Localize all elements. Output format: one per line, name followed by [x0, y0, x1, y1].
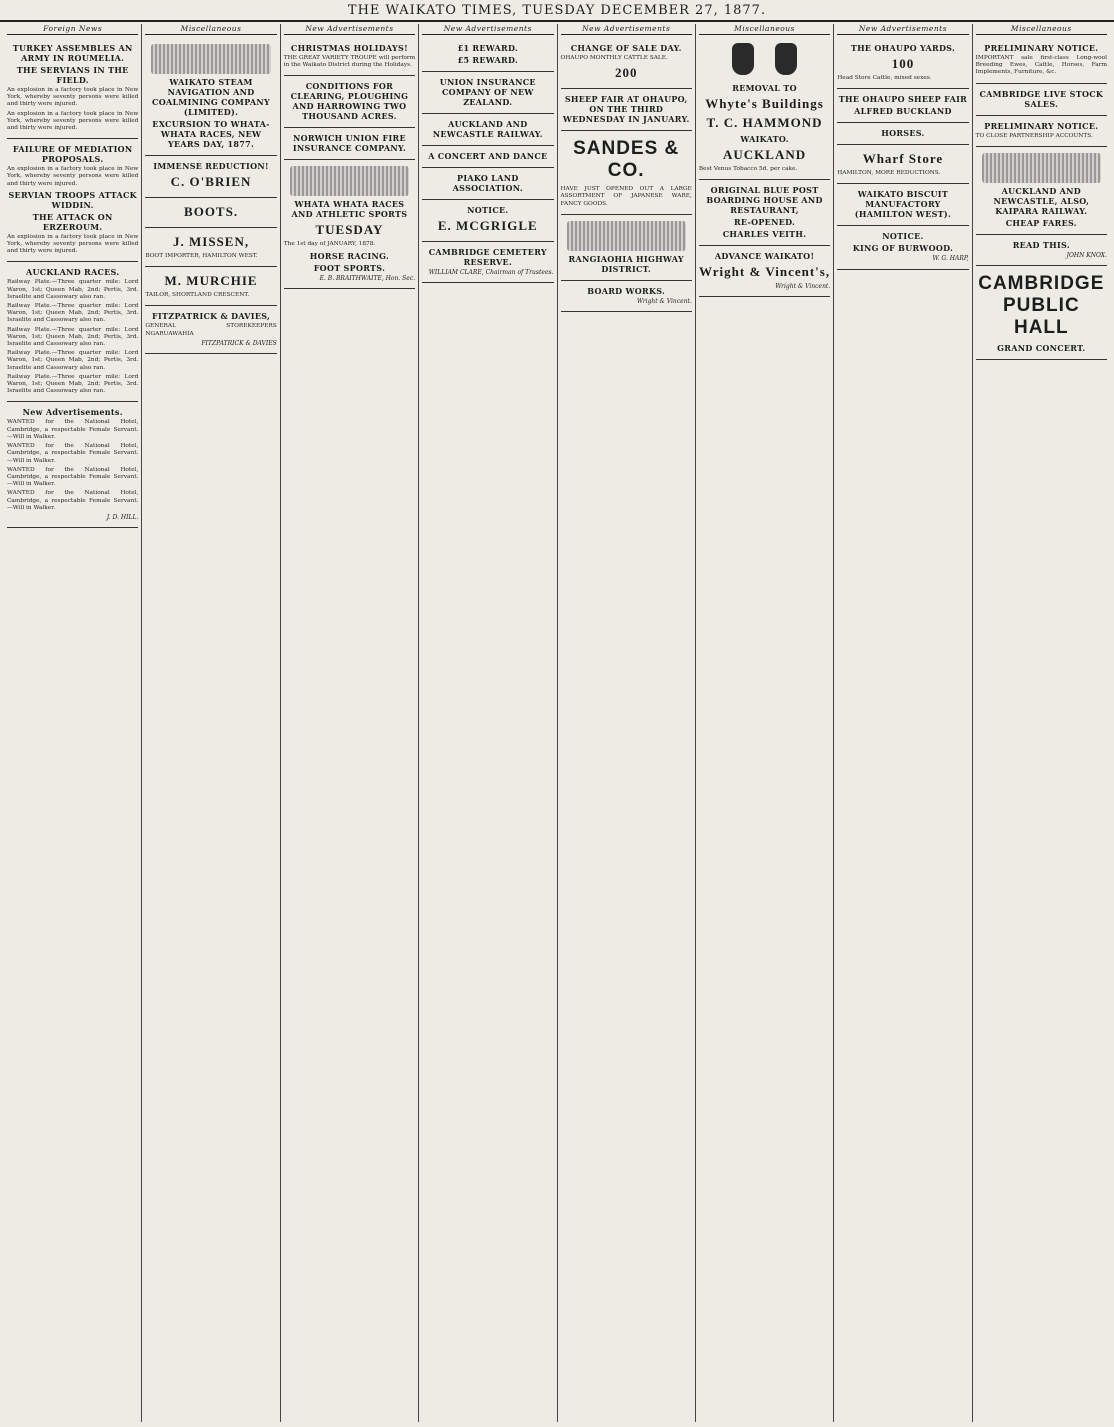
ad-heading: ORIGINAL BLUE POST BOARDING HOUSE AND RESTAURANT, [706, 185, 823, 216]
headline: TURKEY ASSEMBLES AN ARMY IN ROUMELIA. [12, 43, 133, 63]
advertisement [284, 76, 415, 128]
headline: FAILURE OF MEDIATION PROPOSALS. [12, 144, 133, 165]
railway-train-engraving [982, 153, 1101, 183]
ad-heading: FITZPATRICK & DAVIES, [152, 311, 271, 322]
advertisement [976, 84, 1107, 116]
advertisement [699, 246, 830, 297]
column-heading: New Advertisements [422, 24, 553, 35]
column-heading: Miscellaneous [145, 24, 276, 35]
ad-text: WANTED for the National Hotel, Cambridge, a respectable Female Servant.—Will in Walker. [7, 490, 139, 511]
ad-text: HAMILTON, MORE REDUCTIONS. [837, 170, 941, 177]
advertisement [837, 184, 968, 226]
ad-heading: CONDITIONS FOR CLEARING, PLOUGHING AND HARROWING TWO THOUSAND ACRES. [290, 81, 409, 122]
ad-title: M. MURCHIE [164, 273, 258, 289]
ad-heading: CHANGE OF SALE DAY. [570, 43, 682, 53]
advertisement [7, 402, 138, 528]
ad-text: WANTED for the National Hotel, Cambridge, a respectable Female Servant.—Will in Walker. [7, 443, 139, 464]
ad-heading: EXCURSION TO WHATA-WHATA RACES, NEW YEARS DAY, 1877. [152, 119, 270, 149]
advertisement [976, 235, 1107, 266]
column-heading: New Advertisements [837, 24, 968, 35]
news-article [7, 262, 138, 402]
ad-title: CAMBRIDGE PUBLIC HALL [978, 273, 1105, 339]
signature: WILLIAM CLARE, Chairman of Trustees. [428, 269, 554, 276]
ad-heading: REMOVAL TO [732, 83, 797, 93]
ad-heading: CHEAP FARES. [1005, 217, 1077, 228]
ad-text: Best Venus Tobacco 5d. per cake. [698, 166, 798, 172]
advertisement [284, 128, 415, 160]
ad-heading: RANGIAOHIA HIGHWAY DISTRICT. [568, 253, 684, 274]
ad-heading: CAMBRIDGE LIVE STOCK SALES. [979, 88, 1104, 109]
ad-heading: NOTICE. [467, 205, 509, 215]
ad-title: E. MCGRIGLE [437, 218, 538, 233]
ad-heading: RE-OPENED. [733, 217, 796, 228]
advertisement [976, 38, 1107, 84]
column-heading: Miscellaneous [699, 24, 830, 35]
advertisement [284, 160, 415, 288]
pointing-hands [699, 41, 830, 81]
section-heading: New Advertisements. [22, 407, 123, 418]
news-article [7, 38, 138, 139]
pointing-hand-icon [775, 43, 797, 75]
ad-title: Whyte's Buildings [705, 96, 824, 111]
ad-text: HAVE JUST OPENED OUT A LARGE ASSORTMENT OF JAPANESE WARE, FANCY GOODS. [560, 186, 692, 207]
ad-title: 200 [614, 65, 638, 81]
ad-title: T. C. HAMMOND [706, 115, 823, 130]
advertisement [145, 228, 276, 267]
advertisement [422, 72, 553, 114]
ad-heading: £1 REWARD. [457, 43, 519, 53]
steamship-engraving [151, 44, 270, 74]
ad-heading: THE OHAUPO YARDS. [850, 43, 956, 53]
ad-title: SANDES & CO. [573, 138, 680, 182]
ad-heading: IMMENSE REDUCTION! [153, 161, 269, 171]
ad-heading: CHARLES VEITH. [722, 229, 807, 240]
body-text: An explosion in a factory took place in New York, whereby seventy persons were killed and thirty were injured. [7, 87, 139, 108]
advertisement [699, 38, 830, 180]
ad-heading: HORSE RACING. [309, 250, 390, 261]
signature: W. G. HARP, [932, 255, 969, 263]
ad-heading: A CONCERT AND DANCE [428, 151, 548, 161]
ad-text: TAILOR, SHORTLAND CRESCENT. [145, 292, 250, 299]
advertisement [422, 168, 553, 200]
column-6 [696, 24, 834, 1422]
ad-heading: PRELIMINARY NOTICE. [984, 120, 1099, 131]
ad-heading: GRAND CONCERT. [997, 343, 1086, 354]
column-heading: Miscellaneous [976, 24, 1107, 35]
advertisement [976, 116, 1107, 147]
headline: AUCKLAND RACES. [25, 267, 120, 278]
advertisement [837, 89, 968, 123]
signature: Wright & Vincent. [636, 297, 692, 305]
advertisement [422, 38, 553, 72]
body-text: An explosion in a factory took place in New York, whereby seventy persons were killed and thirty were injured. [7, 166, 139, 187]
advertisement [422, 200, 553, 242]
advertisement [145, 306, 276, 354]
ad-heading: NORWICH UNION FIRE INSURANCE COMPANY. [292, 133, 407, 154]
advertisement [699, 180, 830, 246]
advertisement [561, 281, 692, 312]
advertisement [145, 38, 276, 156]
ad-text: BOOT IMPORTER, HAMILTON WEST. [145, 253, 258, 259]
advertisement [837, 123, 968, 145]
column-heading: Foreign News [7, 24, 138, 35]
column-5 [558, 24, 696, 1422]
column-4 [419, 24, 557, 1422]
advertisement [145, 156, 276, 198]
advertisement [284, 38, 415, 76]
ad-heading: SHEEP FAIR AT OHAUPO, ON THE THIRD WEDNESDAY IN JANUARY. [562, 94, 690, 125]
column-heading: New Advertisements [284, 24, 415, 35]
column-3 [281, 24, 419, 1422]
column-7 [834, 24, 972, 1422]
ad-heading: KING OF BURWOOD. [852, 243, 954, 254]
ad-heading: £5 REWARD. [457, 55, 519, 65]
ad-heading: WAIKATO BISCUIT MANUFACTORY (HAMILTON WEST). [854, 189, 952, 220]
headline: THE ATTACK ON ERZEROUM. [32, 211, 113, 232]
ad-heading: ALFRED BUCKLAND [854, 106, 952, 117]
signature: JOHN KNOX. [1066, 251, 1107, 259]
ad-heading: HORSES. [881, 128, 925, 139]
headline: THE SERVIANS IN THE FIELD. [16, 65, 129, 85]
ad-heading: BOARD WORKS. [587, 285, 666, 296]
ad-heading: CHRISTMAS HOLIDAYS! [290, 43, 408, 53]
column-2 [142, 24, 280, 1422]
racehorse-engraving [290, 166, 409, 196]
ad-heading: WAIKATO STEAM NAVIGATION AND COALMINING COMPANY (LIMITED). [152, 77, 271, 117]
headline: SERVIAN TROOPS ATTACK WIDDIN. [8, 189, 137, 210]
advertisement [145, 198, 276, 228]
ad-heading: WHATA WHATA RACES AND ATHLETIC SPORTS [291, 199, 408, 220]
ad-heading: READ THIS. [1012, 239, 1070, 250]
ad-heading: UNION INSURANCE COMPANY OF NEW ZEALAND. [439, 77, 536, 107]
advertisement [976, 147, 1107, 235]
ad-text: TO CLOSE PARTNERSHIP ACCOUNTS. [975, 132, 1093, 139]
ad-text: THE GREAT VARIETY TROUPE will perform in the Waikato District during the Holidays. [283, 55, 416, 69]
ad-title: AUCKLAND [723, 147, 807, 162]
advertisement [837, 38, 968, 89]
advertisement [561, 89, 692, 131]
ad-heading: ADVANCE WAIKATO! [714, 251, 815, 262]
body-text: An explosion in a factory took place in New York, whereby seventy persons were killed and thirty were injured. [7, 110, 139, 132]
ad-text: OHAUPO MONTHLY CATTLE SALE. [560, 55, 668, 61]
advertisement [561, 215, 692, 281]
ad-heading: THE OHAUPO SHEEP FAIR [838, 94, 968, 105]
ad-heading: PIAKO LAND ASSOCIATION. [452, 173, 523, 193]
body-text: Railway Plate.—Three quarter mile: Lord Waron, 1st; Queen Mab, 2nd; Pertis, 3rd. Israelite and Cassowary also ran. [7, 373, 139, 395]
signature: E. B. BRAITHWAITE, Hon. Sec. [319, 274, 416, 282]
ad-title: 100 [891, 56, 915, 71]
news-article [7, 139, 138, 262]
ad-heading: WAIKATO. [740, 134, 789, 144]
body-text: Railway Plate.—Three quarter mile: Lord Waron, 1st; Queen Mab, 2nd; Pertis, 3rd. Israelite and Cassowary also ran. [7, 350, 139, 371]
body-text: Railway Plate.—Three quarter mile: Lord Waron, 1st; Queen Mab, 2nd; Pertis, 3rd. Israelite and Cassowary also ran. [7, 326, 139, 348]
ad-text: WANTED for the National Hotel, Cambridge, a respectable Female Servant.—Will in Walker. [7, 419, 139, 440]
ad-title: Wright & Vincent's, [699, 264, 831, 280]
ad-text: Head Store Cattle, mixed sexes. [837, 75, 932, 81]
ad-text: WANTED for the National Hotel, Cambridge, a respectable Female Servant.—Will in Walker. [7, 466, 139, 488]
newspaper-columns [4, 24, 1110, 1422]
advertisement [561, 38, 692, 89]
ad-title: J. MISSEN, [173, 234, 250, 249]
advertisement [422, 242, 553, 283]
advertisement [145, 267, 276, 306]
column-heading: New Advertisements [561, 24, 692, 35]
advertisement [837, 226, 968, 269]
masthead: THE WAIKATO TIMES, TUESDAY DECEMBER 27, 1877. [0, 0, 1114, 22]
body-text: Railway Plate.—Three quarter mile: Lord Waron, 1st; Queen Mab, 2nd; Pertis, 3rd. Israelite and Cassowary also ran. [7, 279, 139, 300]
signature: Wright & Vincent. [775, 283, 831, 291]
ad-title: BOOTS. [184, 204, 239, 219]
ad-heading: CAMBRIDGE CEMETERY RESERVE. [428, 247, 547, 267]
ad-title: Wharf Store [862, 151, 944, 167]
advertisement [561, 131, 692, 215]
signature: FITZPATRICK & DAVIES [201, 339, 277, 347]
body-text: An explosion in a factory took place in New York, whereby seventy persons were killed and thirty were injured. [7, 233, 139, 255]
ad-text: The 1st day of JANUARY, 1878. [283, 241, 376, 248]
advertisement [976, 266, 1107, 360]
column-8 [973, 24, 1110, 1422]
advertisement [422, 146, 553, 168]
advertisement [837, 145, 968, 184]
ad-heading: NOTICE. [882, 231, 924, 242]
ornamental-engraving [567, 221, 686, 251]
column-1 [4, 24, 142, 1422]
signature: J. D. HILL. [106, 513, 139, 521]
pointing-hand-icon [732, 43, 754, 75]
ad-heading: AUCKLAND AND NEWCASTLE, ALSO, KAIPARA RAILWAY. [993, 185, 1090, 216]
body-text: Railway Plate.—Three quarter mile: Lord Waron, 1st; Queen Mab, 2nd; Pertis, 3rd. Israelite and Cassowary also ran. [7, 303, 139, 324]
ad-text: GENERAL STOREKEEPERS NGARUAWAHIA [145, 323, 277, 337]
advertisement [422, 114, 553, 146]
ad-text: IMPORTANT sale first-class Long-wool Breeding Ewes, Cattle, Horses, Farm Implements, Furniture, &c. [975, 55, 1107, 76]
ad-heading: AUCKLAND AND NEWCASTLE RAILWAY. [432, 119, 543, 139]
ad-title: C. O'BRIEN [170, 174, 252, 189]
ad-heading: PRELIMINARY NOTICE. [984, 43, 1099, 53]
ad-heading: FOOT SPORTS. [313, 262, 386, 273]
ad-title: TUESDAY [315, 222, 384, 238]
